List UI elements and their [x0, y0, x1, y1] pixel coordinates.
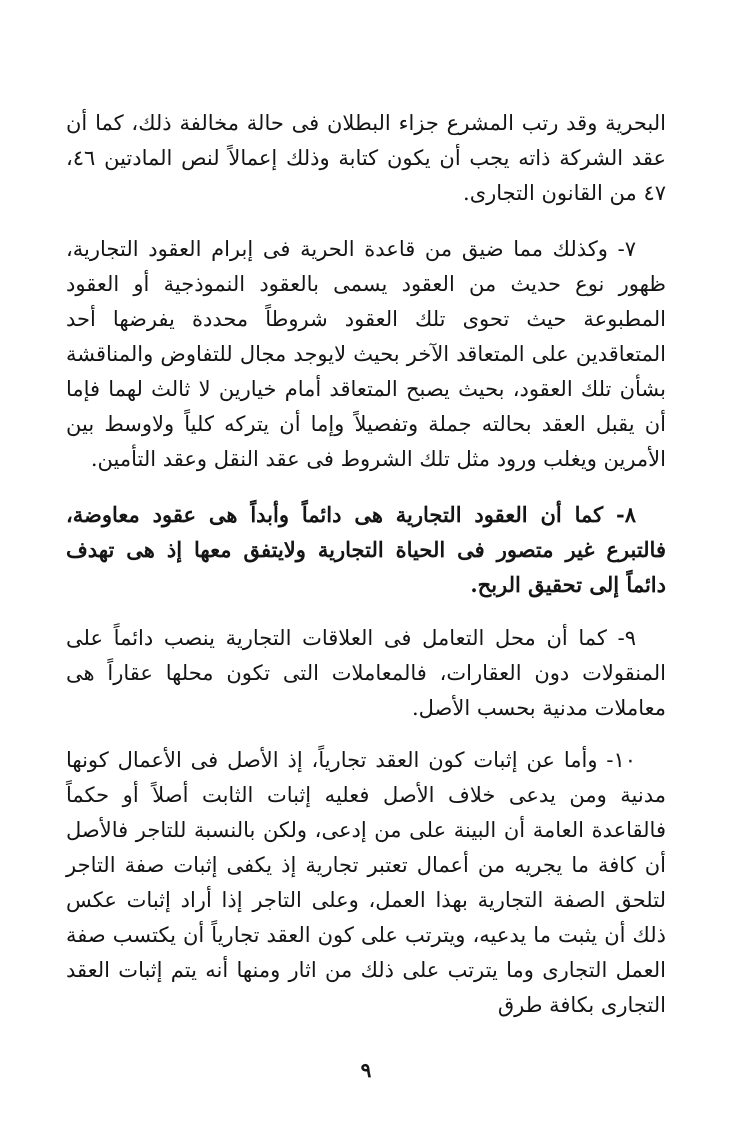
page-number: ٩: [360, 1058, 372, 1082]
paragraph-item-9: ٩- كما أن محل التعامل فى العلاقات التجارية ينصب دائماً على المنقولات دون العقارات، فالمعاملات التى تكون محلها عقاراً هى معاملات مدنية بحسب الأصل.: [66, 626, 666, 720]
paragraph-item-10: ١٠- وأما عن إثبات كون العقد تجارياً، إذ الأصل فى الأعمال كونها مدنية ومن يدعى خلاف الأصل فعليه إثبات الثابت أصلاً أو حكماً فالقاعدة العامة أن البينة على من إدعى، ولكن بالنسبة للتاجر فالأصل أن كافة ما يجريه من أعمال تعتبر تجارية إذ يكفى إثبات صفة التاجر لتلحق الصفة التجارية بهذا العمل، وعلى التاجر إذا أراد إثبات عكس ذلك أن يثبت ما يدعيه، ويترتب على كون العقد تجارياً أن يكتسب صفة العمل التجارى وما يترتب على ذلك من اثار ومنها أنه يتم إثبات العقد التجارى بكافة طرق: [66, 748, 666, 1017]
paragraph-item-7: ٧- وكذلك مما ضيق من قاعدة الحرية فى إبرام العقود التجارية، ظهور نوع حديث من العقود يسمى بالعقود النموذجية أو العقود المطبوعة حيث تحوى تلك العقود شروطاً محددة يفرضها أحد المتعاقدين على المتعاقد الآخر بحيث لايوجد مجال للتفاوض والمناقشة بشأن تلك العقود، بحيث يصبح المتعاقد أمام خيارين لا ثالث لهما فإما أن يقبل العقد بحالته جملة وتفصيلاً وإما أن يتركه كلياً ولاوسط بين الأمرين ويغلب ورود مثل تلك الشروط فى عقد النقل وعقد التأمين.: [66, 237, 666, 471]
paragraph-item-8: ٨- كما أن العقود التجارية هى دائماً وأبداً هى عقود معاوضة، فالتبرع غير متصور فى الحياة التجارية ولايتفق معها إذ هى تهدف دائماً إلى تحقيق الربح.: [66, 502, 666, 597]
paragraph-continuation: البحرية وقد رتب المشرع جزاء البطلان فى حالة مخالفة ذلك، كما أن عقد الشركة ذاته يجب أن يكون كتابة وذلك إعمالاً لنص المادتين ٤٦، ٤٧ من القانون التجارى.: [66, 111, 666, 205]
